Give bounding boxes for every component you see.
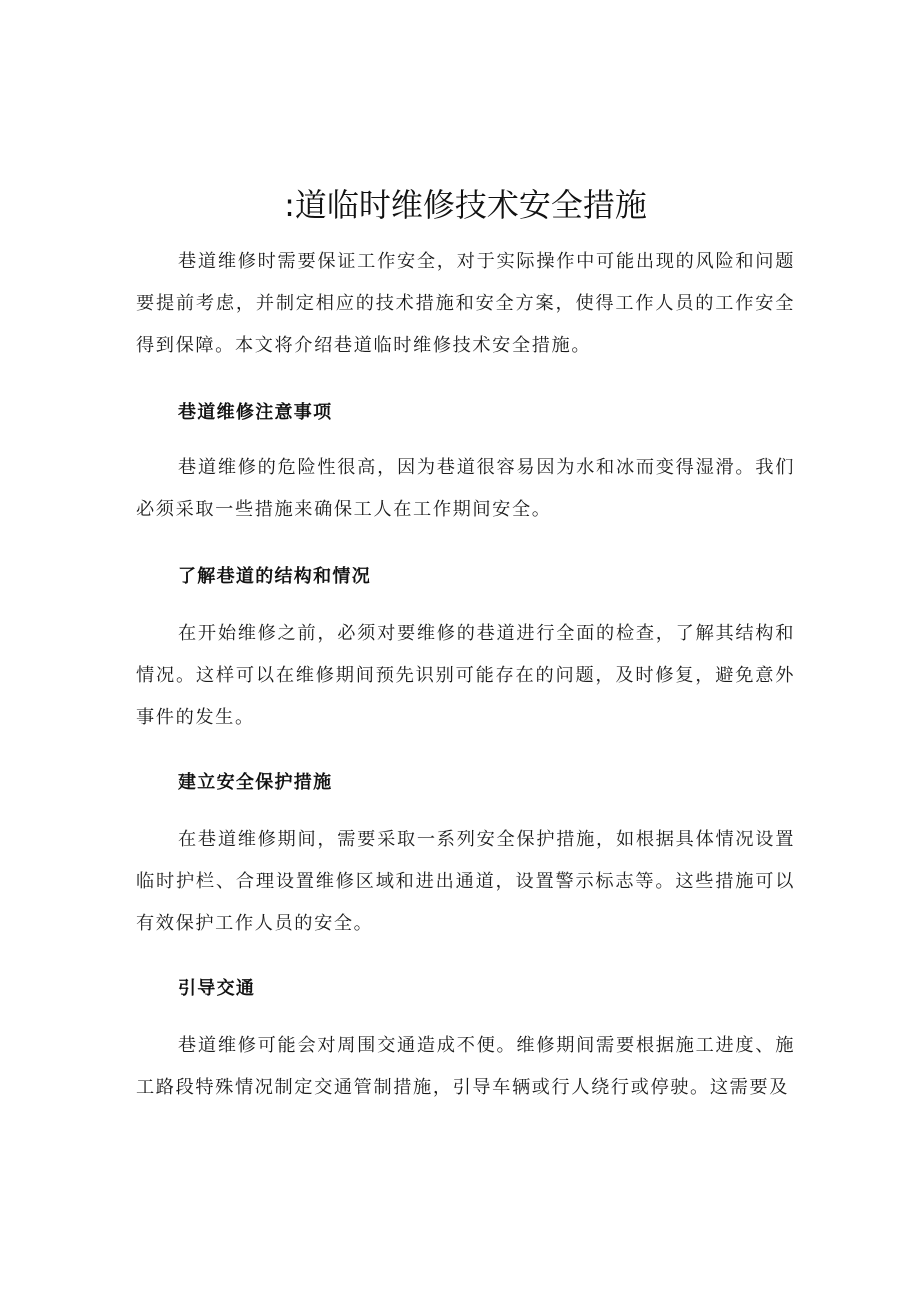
section-heading-precautions: 巷道维修注意事项 — [178, 402, 333, 423]
section-heading-structure: 了解巷道的结构和情况 — [178, 566, 371, 587]
section-body-protection: 在巷道维修期间，需要采取一系列安全保护措施，如根据具体情况设置临时护栏、合理设置维修区域和进出通道，设置警示标志等。这些措施可以有效保护工作人员的安全。 — [136, 829, 795, 934]
intro-paragraph: 巷道维修时需要保证工作安全，对于实际操作中可能出现的风险和问题要提前考虑，并制定相应的技术措施和安全方案，使得工作人员的工作安全得到保障。本文将介绍巷道临时维修技术安全措施。 — [136, 251, 795, 356]
section-body-precautions: 巷道维修的危险性很高，因为巷道很容易因为水和冰而变得湿滑。我们必须采取一些措施来确保工人在工作期间安全。 — [136, 457, 795, 520]
section-body-traffic: 巷道维修可能会对周围交通造成不便。维修期间需要根据施工进度、施工路段特殊情况制定交通管制措施，引导车辆或行人绕行或停驶。这需要及 — [136, 1035, 795, 1098]
section-heading-protection: 建立安全保护措施 — [178, 772, 333, 793]
section-body-structure: 在开始维修之前，必须对要维修的巷道进行全面的检查，了解其结构和情况。这样可以在维修期间预先识别可能存在的问题，及时修复，避免意外事件的发生。 — [136, 623, 795, 728]
section-heading-traffic: 引导交通 — [178, 978, 256, 999]
document-title: :道临时维修技术安全措施 — [284, 186, 647, 224]
